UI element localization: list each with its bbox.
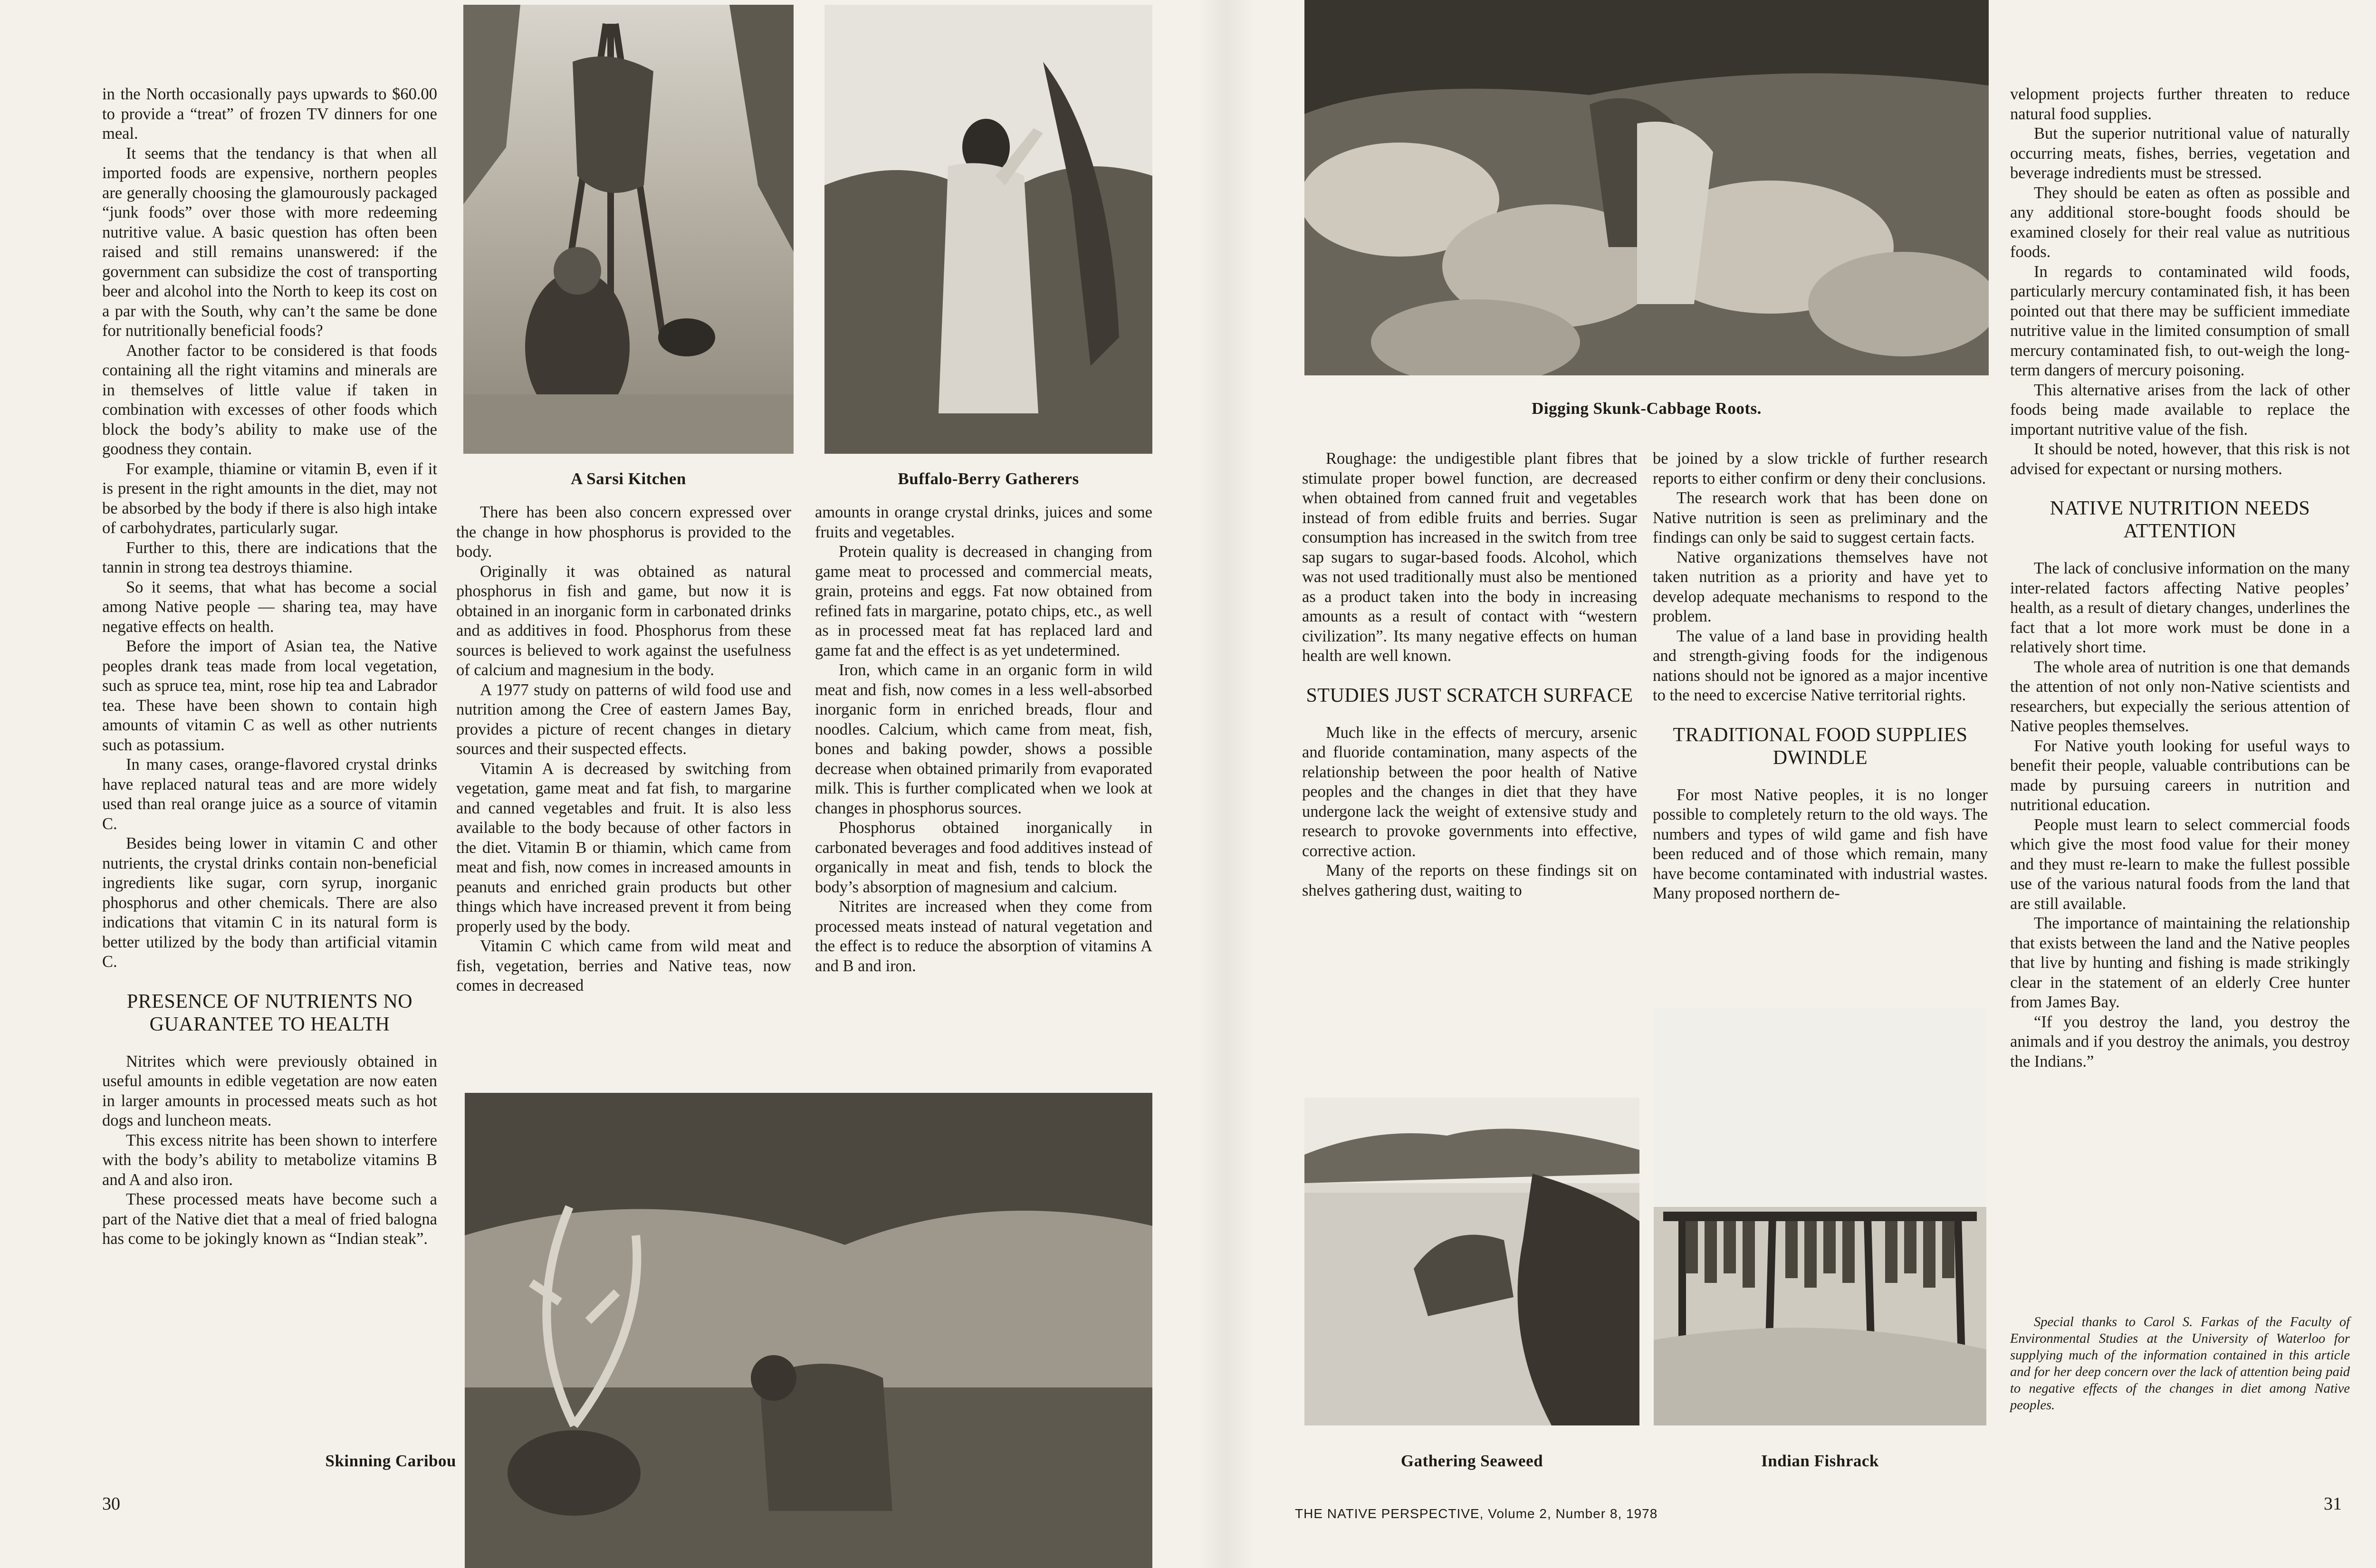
paragraph: The importance of maintaining the relationship that exists between the land and the Native peoples that live by hunting and fishing is made strikingly clear in the statement of an elderly Cree hunter from James Bay. <box>2010 914 2350 1011</box>
paragraph: This alternative arises from the lack of other foods being made available to replace the important nutritive value of the fish. <box>2010 381 2350 439</box>
paragraph: For example, thiamine or vitamin B, even if it is present in the right amounts in the diet, may not be absorbed by the body if there is also high intake of carbohydrates, particularly sugar. <box>102 459 437 537</box>
paragraph: This excess nitrite has been shown to interfere with the body’s ability to metabolize vitamins B and A and also iron. <box>102 1131 437 1189</box>
paragraph: The whole area of nutrition is one that demands the attention of not only non-Native scientists and researchers, but expecially the serious attention of Native peoples themselves. <box>2010 658 2350 735</box>
paragraph: Phosphorus obtained inorganically in carbonated beverages and food additives instead of organically in meat and fish, tends to block the body’s absorption of magnesium and calcium. <box>815 819 1152 896</box>
paragraph: For most Native peoples, it is no longer possible to completely return to the old ways. The numbers and types of wild game and fish have been reduced and of those which remain, many have become contaminated with industrial wastes. Many proposed northern de- <box>1653 785 1988 902</box>
paragraph: The research work that has been done on Native nutrition is seen as preliminary and the findings can only be said to suggest certain facts. <box>1653 489 1988 546</box>
paragraph: In many cases, orange-flavored crystal drinks have replaced natural teas and are more widely used than real orange juice as a source of vitamin C. <box>102 755 437 833</box>
caption-gathering-seaweed: Gathering Seaweed <box>1400 1452 1543 1470</box>
paragraph: These processed meats have become such a part of the Native diet that a meal of fried balogna has come to be jokingly known as “Indian steak”. <box>102 1190 437 1248</box>
paragraph: amounts in orange crystal drinks, juices and some fruits and vegetables. <box>815 503 1152 541</box>
paragraph: be joined by a slow trickle of further research reports to either confirm or deny their conclusions. <box>1653 449 1988 488</box>
paragraph: Much like in the effects of mercury, arsenic and fluoride contamination, many aspects of the relationship between the poor health of Native peoples and the changes in diet that they have undergone lack the weight of extensive study and research to provoke governments into effective, corrective action. <box>1302 723 1637 860</box>
paragraph: They should be eaten as often as possible and any additional store-bought foods should be examined closely for their real value as nutritious foods. <box>2010 183 2350 261</box>
paragraph: It seems that the tendancy is that when all imported foods are expensive, northern peoples are generally choosing the glamourously packaged “junk foods” over those with more redeeming nutritive value. A basic question has often been raised and still remains unanswered: if the government can subsidize the cost of transporting beer and alcohol into the North to keep its cost on a par with the South, why can’t the same be done for nutritionally beneficial foods? <box>102 144 437 340</box>
paragraph: The lack of conclusive information on the many inter-related factors affecting Native peoples’ health, as a result of dietary changes, underlines the fact that a lot more work must be done in a relatively short time. <box>2010 559 2350 656</box>
paragraph: For Native youth looking for useful ways to benefit their people, valuable contributions can be made by pursuing careers in nutrition and nutritional education. <box>2010 736 2350 814</box>
section-heading: STUDIES JUST SCRATCH SURFACE <box>1306 684 1633 707</box>
caption-sarsi-kitchen: A Sarsi Kitchen <box>571 469 686 488</box>
paragraph: Protein quality is decreased in changing from game meat to processed and commercial meats, grain, proteins and eggs. Fat now obtained from refined fats in margarine, potato chips, etc., as well as in processed meat fat has replaced lard and game fat and the effect is as yet undetermined. <box>815 543 1152 660</box>
right-col-3 <box>2010 85 2350 1071</box>
left-col-3 <box>815 503 1152 976</box>
paragraph: Nitrites are increased when they come from processed meats instead of natural vegetation and the effect is to reduce the absorption of vitamins A and B and iron. <box>815 898 1152 975</box>
paragraph: A 1977 study on patterns of wild food use and nutrition among the Cree of eastern James Bay, provides a picture of recent changes in dietary sources and their suspected effects. <box>456 680 791 758</box>
caption-skunk-cabbage: Digging Skunk-Cabbage Roots. <box>1532 399 1762 418</box>
paragraph: Further to this, there are indications that the tannin in strong tea destroys thiamine. <box>102 538 437 576</box>
paragraph: Besides being lower in vitamin C and other nutrients, the crystal drinks contain non-beneficial ingredients like sugar, corn syrup, inorganic phosphorus and other chemicals. There are also indications that vitamin C in its natural form is better utilized by the body than artificial vitamin C. <box>102 834 437 971</box>
paragraph: Vitamin A is decreased by switching from vegetation, game meat and fat fish, to margarine and canned vegetables and fruit. It is also less available to the body because of other factors in the diet. Vitamin B or thiamin, which came from meat and fish, now comes in increased amounts in peanuts and enriched grain products but other things which have increased prevent it from being properly used by the body. <box>456 759 791 936</box>
page-gutter <box>1198 0 1255 1568</box>
section-heading: PRESENCE OF NUTRIENTS NO GUARANTEE TO HEALTH <box>126 990 413 1035</box>
caption-skinning-caribou: Skinning Caribou <box>325 1452 456 1470</box>
page-number-left: 30 <box>102 1494 120 1514</box>
paragraph: In regards to contaminated wild foods, particularly mercury contaminated fish, it has been pointed out that there may be sufficient immediate nutritive value in the limited consumption of small mercury contaminated fish, to out-weigh the long-term dangers of mercury poisoning. <box>2010 262 2350 379</box>
paragraph: Nitrites which were previously obtained in useful amounts in edible vegetation are now eaten in larger amounts in processed meats such as hot dogs and luncheon meats. <box>102 1052 437 1129</box>
paragraph: So it seems, that what has become a social among Native people — sharing tea, may have negative effects on health. <box>102 578 437 636</box>
paragraph: The value of a land base in providing health and strength-giving foods for the indigenous nations should not be ignored as a major incentive to the need to excercise Native territorial rights. <box>1653 627 1988 704</box>
paragraph: Roughage: the undigestible plant fibres that stimulate proper bowel function, are decreased when obtained from canned fruit and vegetables instead of from edible fruits and berries. Sugar consumption has increased in the switch from tree sap sugars to sugar-based foods. Alcohol, which was not used traditionally must also be mentioned as a product taken into the body in increasing amounts as a result of contact with “western civilization”. Its many negative effects on human health are well known. <box>1302 449 1637 665</box>
photo-skinning-caribou <box>465 1093 1152 1568</box>
magazine-footer: THE NATIVE PERSPECTIVE, Volume 2, Number 8, 1978 <box>1295 1506 1658 1521</box>
photo-sarsi-kitchen <box>463 5 794 454</box>
right-col-2 <box>1653 449 1988 904</box>
caption-indian-fishrack: Indian Fishrack <box>1761 1452 1879 1470</box>
right-col-1 <box>1302 449 1637 900</box>
paragraph: Vitamin C which came from wild meat and fish, vegetation, berries and Native teas, now comes in decreased <box>456 937 791 994</box>
credits-note <box>2010 1314 2350 1414</box>
paragraph: Before the import of Asian tea, the Native peoples drank teas made from local vegetation, such as spruce tea, mint, rose hip tea and Labrador tea. These have been shown to contain high amounts of vitamin C as well as other nutrients such as potassium. <box>102 637 437 754</box>
paragraph: Originally it was obtained as natural phosphorus in fish and game, but now it is obtained in an inorganic form in carbonated drinks and as additives in food. Phosphorus from these sources is believed to work against the usefulness of calcium and magnesium in the body. <box>456 562 791 679</box>
paragraph: It should be noted, however, that this risk is not advised for expectant or nursing mothers. <box>2010 440 2350 478</box>
paragraph: Native organizations themselves have not taken nutrition as a priority and have yet to develop adequate mechanisms to respond to the problem. <box>1653 548 1988 625</box>
paragraph: But the superior nutritional value of naturally occurring meats, fishes, berries, vegetation and beverage indredients must be stressed. <box>2010 124 2350 182</box>
paragraph: “If you destroy the land, you destroy the animals and if you destroy the animals, you destroy the Indians.” <box>2010 1013 2350 1071</box>
section-heading: TRADITIONAL FOOD SUPPLIES DWINDLE <box>1673 724 1968 769</box>
left-col-1 <box>102 85 437 1249</box>
page-number-right: 31 <box>2324 1494 2342 1514</box>
paragraph: Many of the reports on these findings sit on shelves gathering dust, waiting to <box>1302 861 1637 899</box>
photo-gathering-seaweed <box>1304 1098 1639 1425</box>
credits-text: Special thanks to Carol S. Farkas of the Faculty of Environmental Studies at the University of Waterloo for supplying much of the information contained in this article and for her deep concern over the lack of attention being paid to negative effects of the changes in diet among Native peoples. <box>2010 1315 2350 1413</box>
paragraph: Iron, which came in an organic form in wild meat and fish, now comes in a less well-absorbed inorganic form in enriched breads, flour and noodles. Calcium, which came from meat, fish, bones and baking powder, shows a possible decrease when obtained primarily from evaporated milk. This is further complicated when we look at changes in phosphorus sources. <box>815 661 1152 817</box>
paragraph: Another factor to be considered is that foods containing all the right vitamins and minerals are in themselves of little value if taken in combination with excesses of other foods which block the body’s ability to make use of the goodness they contain. <box>102 341 437 458</box>
photo-buffalo-berry-gatherers <box>824 5 1152 454</box>
paragraph: velopment projects further threaten to reduce natural food supplies. <box>2010 85 2350 123</box>
paragraph: in the North occasionally pays upwards to $60.00 to provide a “treat” of frozen TV dinners for one meal. <box>102 85 437 143</box>
paragraph: People must learn to select commercial foods which give the most food value for their money and they must re-learn to make the fullest possible use of the various natural foods from the land that are still available. <box>2010 815 2350 913</box>
section-heading: NATIVE NUTRITION NEEDS ATTENTION <box>2050 497 2310 542</box>
paragraph: There has been also concern expressed over the change in how phosphorus is provided to the body. <box>456 503 791 561</box>
left-col-2 <box>456 503 791 996</box>
photo-skunk-cabbage <box>1304 0 1989 375</box>
photo-indian-fishrack <box>1654 1007 1986 1425</box>
caption-buffalo-berry: Buffalo-Berry Gatherers <box>898 469 1079 488</box>
